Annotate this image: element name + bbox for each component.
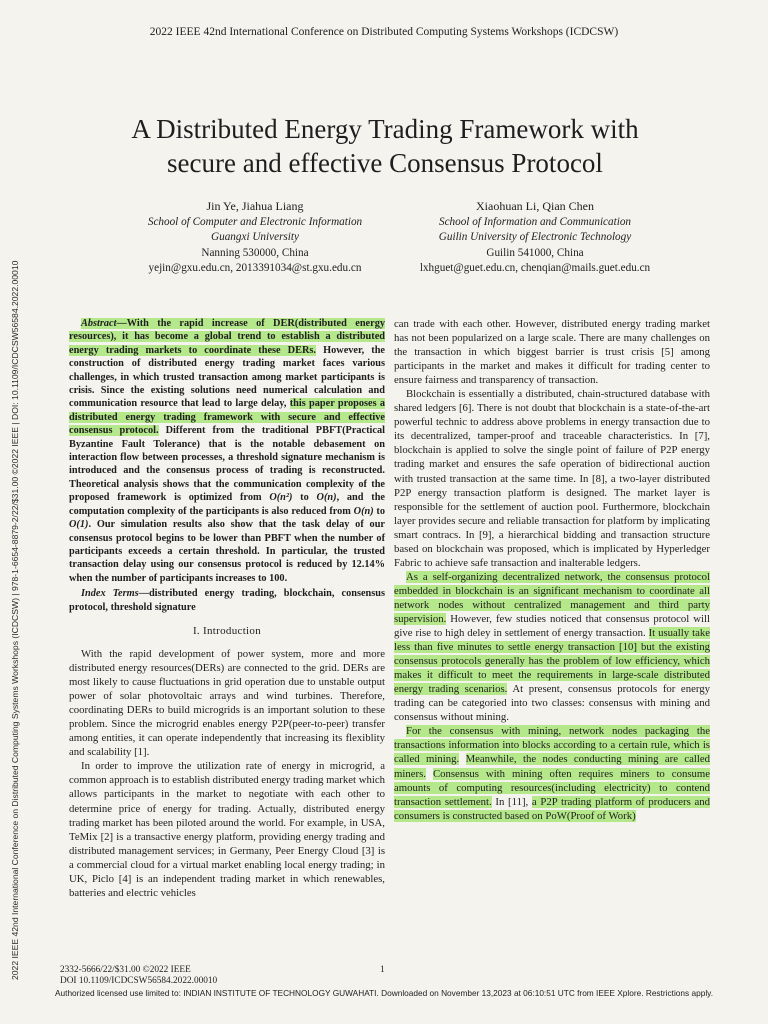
abstract-text-6: . Our simulation results also show that the task delay of our consensus protocol begins to be lower than PBFT when the number of participants exceeds a certain threshold. In particular, the trusted transaction delay using our consensus protocol is reduced by 12.14% when the number of participants increases to 100. bbox=[69, 519, 385, 584]
author-names: Jin Ye, Jiahua Liang bbox=[206, 199, 304, 213]
footer-copyright bbox=[60, 965, 217, 987]
section-heading-introduction: I. Introduction bbox=[192, 624, 262, 637]
footer-doi-line: DOI 10.1109/ICDCSW56584.2022.00010 bbox=[60, 976, 218, 986]
author-department: School of Computer and Electronic Information bbox=[147, 215, 363, 228]
abstract bbox=[69, 317, 385, 585]
author-department: School of Information and Communication bbox=[438, 215, 632, 228]
right-paragraph-4 bbox=[394, 724, 710, 822]
highlight-five-minutes: It usually take less than five minutes to settle energy transaction [10] but the existing consensus protocols generally has the problem of low efficiency, which makes it difficult to meet the requirements in large-scale distributed energy trading scenarios. bbox=[394, 627, 710, 696]
author-block-2 bbox=[385, 199, 685, 277]
abstract-label: Abstract bbox=[81, 318, 117, 329]
abstract-to-2: to bbox=[373, 505, 385, 517]
paper-title bbox=[60, 112, 710, 180]
math-o-1: O(1) bbox=[69, 519, 89, 531]
right-column bbox=[394, 317, 710, 823]
author-city: Guilin 541000, China bbox=[486, 246, 584, 259]
left-column bbox=[69, 317, 385, 900]
title-line-2: secure and effective Consensus Protocol bbox=[167, 148, 603, 178]
text-consensus-classes: At present, consensus protocols for energy trading can be categoried into two classes: consensus with mining and consensus without mining. bbox=[394, 683, 710, 724]
side-metadata-strip: 2022 IEEE 42nd International Conference on Distributed Computing Systems Workshops (ICDCSW) | 978-1-6654-8879-2/22/$31.00 ©2022 IEEE | DOI: 10.1109/ICDCSW56584.2022.00010 bbox=[10, 260, 20, 980]
highlight-miners: Meanwhile, the nodes conducting mining are called miners. bbox=[394, 753, 711, 780]
space bbox=[426, 768, 433, 780]
index-terms-text: —distributed energy trading, blockchain, consensus protocol, threshold signature bbox=[69, 588, 385, 613]
abstract-text-5: , and the computation complexity of the participants is also reduced from bbox=[69, 492, 385, 517]
math-o-n2: O(n²) bbox=[269, 492, 293, 504]
abstract-to-1: to bbox=[292, 492, 317, 504]
abstract-text-2: However, the construction of distributed energy trading market faces various challenges, in which trusted transaction among market participants is crisis. Since the existing solutions need numerical calculation and communication resource that lead to large delay, bbox=[69, 344, 385, 410]
text-consensus-delay: However, few studies noticed that consensus protocol will give rise to high deley in settlement of energy transaction. bbox=[394, 612, 710, 640]
highlight-consensus-mechanism: As a self-organizing decentralized network, the consensus protocol embedded in blockchain is an significant mechanism to coordinate all network nodes without centralized management and third party supervision. bbox=[394, 570, 710, 625]
index-terms bbox=[69, 587, 385, 614]
author-names: Xiaohuan Li, Qian Chen bbox=[476, 199, 594, 213]
right-paragraph-2: Blockchain is essentially a distributed, chain-structured database with shared ledgers [6]. There is not doubt that blockchain is a state-of-the-art powerful technic to address above problems in energy transaction due to its decentralized, tamper-proof and traceable characteristics. In [7], blockchain is applied to solve the single point of failure of P2P energy trading market and ensures the safe operation of bidirectional auction with trusted transaction at the same time. In [8], a two-layer distributed P2P energy transaction platform is designed. The market layer is responsible for the settlement of auction pool. Furthermore, blockchain layer provides secure and reliable transaction for platform by implicating smart contracs. In [9], a hierarchical bidding and transaction structure based on blockchain was proposed, which is implicated by Hyperledger Fabric to achieve safe transaction and inalterable ledgers. bbox=[394, 388, 710, 569]
author-email: yejin@gxu.edu.cn, 2013391034@st.gxu.edu.cn bbox=[148, 262, 362, 275]
footer-price-line: 2332-5666/22/$31.00 ©2022 IEEE bbox=[60, 965, 191, 975]
highlight-mining: For the consensus with mining, network nodes packaging the transactions information into blocks according to a certain rule, which is called mining. bbox=[394, 725, 710, 766]
right-paragraph-1: can trade with each other. However, distributed energy trading market has not been popularized on a large scale. There are many challenges on the transaction in which biggest barrier is trust crisis [5] among participants in the market and makes it difficult for trading center to ensure fairness and transparency of transaction. bbox=[394, 318, 710, 387]
highlight-p2p-platform: a P2P trading platform of producers and consumers is constructed based on PoW(Proof of Work) bbox=[394, 795, 710, 822]
abstract-text-4: Different from the traditional PBFT(Practical Byzantine Fault Tolerance) that is the notable debasement on interaction flow between processes, a threshold signature mechanism is introduced and the consensus process of trading is reconstructed. Theoretical analysis shows that the communication complexity of the proposed framework is optimized from bbox=[69, 425, 386, 504]
author-block-1 bbox=[105, 199, 405, 277]
title-line-1: A Distributed Energy Trading Framework with bbox=[131, 114, 639, 144]
highlight-computing-resources: Consensus with mining often requires miners to consume amounts of computing resources(including electricity) to contend transaction settlement. bbox=[394, 767, 711, 808]
abstract-highlight-2: this paper proposes a distributed energy trading framework with secure and effective consensus protocol. bbox=[69, 398, 386, 437]
math-o-n: O(n) bbox=[316, 492, 337, 504]
space bbox=[459, 753, 465, 765]
math-o-n-b: O(n) bbox=[353, 505, 374, 517]
author-university: Guangxi University bbox=[211, 231, 299, 244]
intro-paragraph-2: In order to improve the utilization rate of energy in microgrid, a common approach is to establish distributed energy trading market which allows participants in the market to negotiate with each other to determine price of energy for trading. Actually, distributed energy trading market has been piloted around the world. For example, in USA, TeMix [2] is a transactive energy platform, providing energy trading and distributed management services; in Germany, Peer Energy Cloud [3] is a commercial cloud for a virtual market enabling local energy trading; in UK, Piclo [4] is an independent trading market in which renewables, batteries and electric vehicles bbox=[69, 760, 385, 899]
author-city: Nanning 530000, China bbox=[201, 246, 309, 259]
author-university: Guilin University of Electronic Technology bbox=[438, 231, 632, 244]
author-email: lxhguet@guet.edu.cn, chenqian@mails.guet.edu.cn bbox=[419, 262, 651, 275]
text-in-11: In [11], bbox=[491, 795, 532, 808]
conference-header: 2022 IEEE 42nd International Conference on Distributed Computing Systems Workshops (ICDCSW) bbox=[149, 26, 619, 38]
right-paragraph-3 bbox=[394, 570, 710, 725]
abstract-text-1: —With the rapid increase of DER(distributed energy resources), it has become a global trend to establish a distributed energy trading markets to coordinate these DERs. bbox=[69, 318, 385, 356]
authorized-use-notice: Authorized licensed use limited to: INDIAN INSTITUTE OF TECHNOLOGY GUWAHATI. Downloaded on November 13,2023 at 06:10:51 UTC from IEEE Xplore. Restrictions apply. bbox=[54, 988, 713, 998]
page-number: 1 bbox=[380, 965, 385, 975]
intro-paragraph-1: With the rapid development of power system, more and more distributed energy resources(DERs) are connected to the grid. DERs are most likely to cause fluctuations in grid operation due to unstable output power of solar photovoltaic arrays and wind turbines. Therefore, coordinating DERs to build microgrids is an important solution to these problem. Since the microgrid enables energy P2P(peer-to-peer) transfer among entities, it can operate independently that increasing its flexiblity and scalability [1]. bbox=[69, 647, 385, 759]
index-terms-label: Index Terms bbox=[81, 588, 139, 600]
